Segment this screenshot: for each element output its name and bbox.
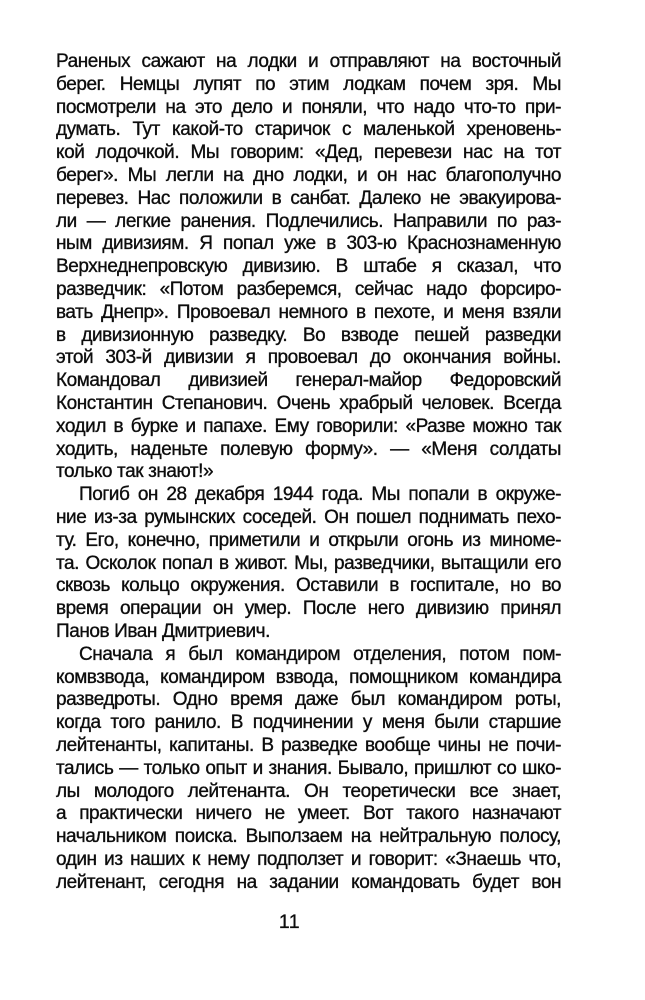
paragraph [56, 644, 561, 895]
text-line: вать Днепр». Провоевал немного в пехоте, и меня взяли [56, 301, 561, 323]
text-line: тались — только опыт и знания. Бывало, пришлют со шко- [56, 757, 561, 779]
text-line: время операции он умер. После него дивизию принял [56, 598, 561, 620]
text-line: комвзвода, командиром взвода, помощником командира [56, 666, 561, 688]
text-line: разведчик: «Потом разберемся, сейчас надо форсиро- [56, 278, 561, 300]
text-line: начальником поиска. Выползаем на нейтральную полосу, [56, 826, 561, 848]
text-line: когда того ранило. В подчинении у меня были старшие [56, 712, 561, 734]
text-line: Верхнеднепровскую дивизию. В штабе я сказал, что [56, 256, 561, 278]
page-number: 11 [278, 911, 301, 933]
text-line: лейтенанты, капитаны. В разведке вообще чины не почи- [56, 734, 561, 756]
text-line: берег». Мы легли на дно лодки, и он нас благополучно [56, 164, 561, 186]
text-line: Константин Степанович. Очень храбрый человек. Всегда [56, 392, 561, 414]
text-line: думать. Тут какой-то старичок с маленькой хреновень- [56, 119, 561, 141]
text-line: ходить, наденьте полевую форму». — «Меня солдаты [56, 438, 561, 460]
text-line: перевез. Нас положили в санбат. Далеко не эвакуирова- [56, 187, 561, 209]
text-line: ли — легкие ранения. Подлечились. Направили по раз- [56, 210, 561, 232]
text-line: в дивизионную разведку. Во взводе пешей разведки [56, 324, 561, 346]
text-line: а практически ничего не умеет. Вот такого назначают [56, 803, 561, 825]
text-line: этой 303-й дивизии я провоевал до окончания войны. [56, 347, 561, 369]
text-line: кой лодочкой. Мы говорим: «Дед, перевези нас на тот [56, 142, 561, 164]
text-line: ние из-за румынских соседей. Он пошел поднимать пехо- [56, 506, 561, 528]
text-line: берег. Немцы лупят по этим лодкам почем зря. Мы [56, 73, 561, 95]
text-line: Сначала я был командиром отделения, потом пом- [79, 643, 561, 665]
text-line: посмотрели на это дело и поняли, что надо что-то при- [56, 96, 561, 118]
text-line: ту. Его, конечно, приметили и открыли огонь из миноме- [56, 529, 561, 551]
text-line: та. Осколок попал в живот. Мы, разведчики, вытащили его [56, 552, 561, 574]
text-line: ходил в бурке и папахе. Ему говорили: «Разве можно так [56, 415, 561, 437]
text-line: один из наших к нему подползет и говорит: «Знаешь что, [56, 848, 561, 870]
text-line: Раненых сажают на лодки и отправляют на восточный [56, 51, 561, 72]
paragraph [56, 484, 561, 644]
text-line: лы молодого лейтенанта. Он теоретически все знает, [56, 780, 561, 802]
text-line: Погиб он 28 декабря 1944 года. Мы попали в окруже- [79, 484, 561, 506]
paragraph [56, 51, 561, 484]
text-line: Панов Иван Дмитриевич. [56, 620, 270, 642]
text-line: ным дивизиям. Я попал уже в 303-ю Краснознаменную [56, 233, 561, 255]
text-line: сквозь кольцо окружения. Оставили в госпитале, но во [56, 575, 561, 597]
text-line: только так знают!» [56, 461, 214, 483]
text-line: Командовал дивизией генерал-майор Федоровский [56, 370, 561, 392]
text-line: лейтенант, сегодня на задании командовать будет вон [56, 871, 561, 893]
text-line: разведроты. Одно время даже был командиром роты, [56, 689, 561, 711]
body-text [56, 51, 561, 894]
